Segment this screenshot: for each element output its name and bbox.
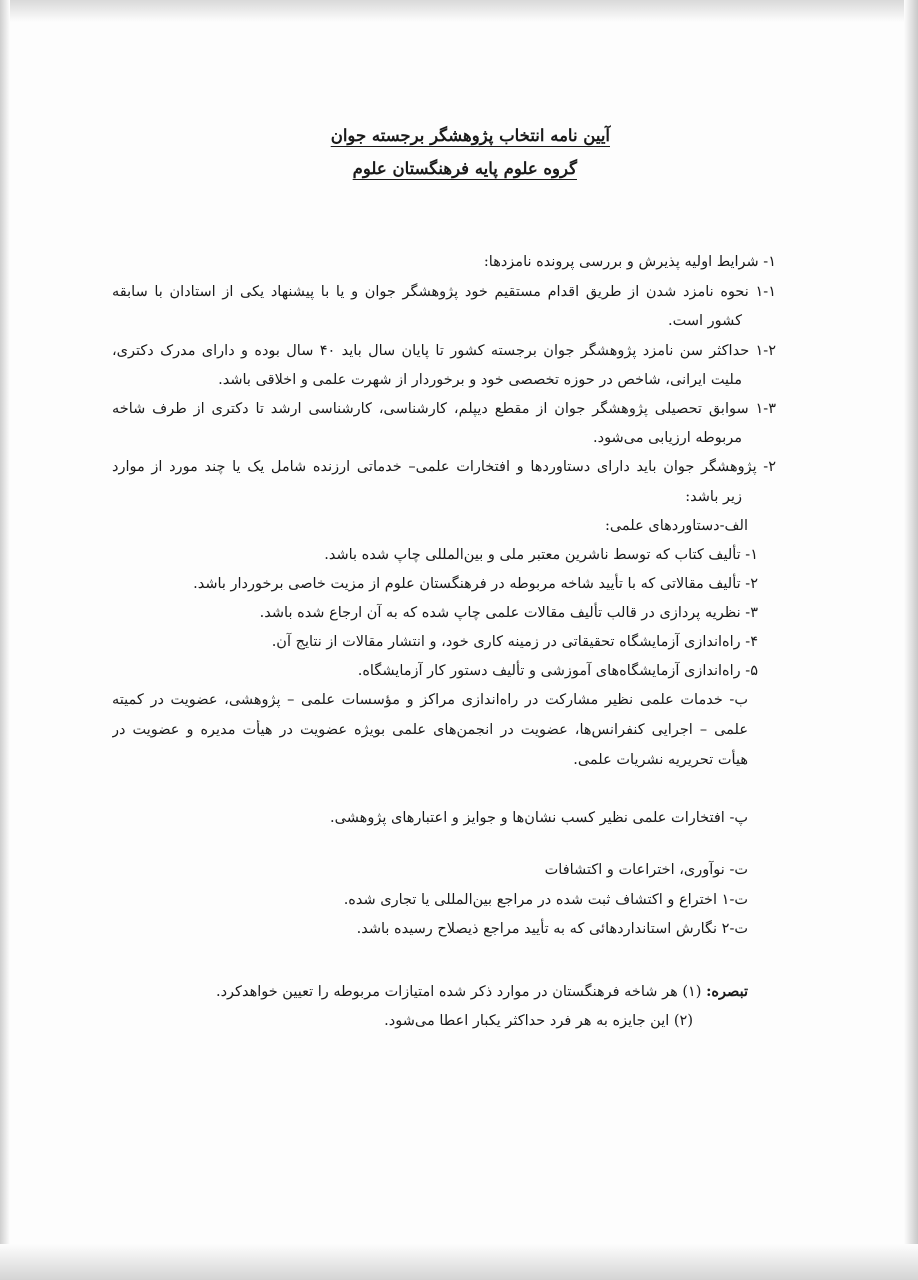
- page-shadow-left: [0, 0, 10, 1280]
- subsection-be-line-1: ب- خدمات علمی نظیر مشارکت در راه‌اندازی مراکز و مؤسسات علمی – پژوهشی، عضویت در کمیته: [112, 692, 748, 708]
- document-title: آیین نامه انتخاب پژوهشگر برجسته جوان: [330, 126, 610, 145]
- clause-1-3-line-1: ۱-۳ سوابق تحصیلی پژوهشگر جوان از مقطع دیپلم، کارشناسی، کارشناسی ارشد تا دکتری از طرف شاخه: [112, 401, 776, 417]
- page-shadow-bottom: [0, 1244, 918, 1280]
- te-item-1: ت-۱ اختراع و اکتشاف ثبت شده در مراجع بین‌المللی یا تجاری شده.: [343, 892, 748, 908]
- alef-item-3: ۳- نظریه پردازی در قالب تألیف مقالات علمی چاپ شده که به آن ارجاع شده باشد.: [259, 605, 758, 621]
- note-line-1: [216, 982, 748, 1002]
- te-item-2: ت-۲ نگارش استانداردهائی که به تأیید مراجع ذیصلاح رسیده باشد.: [356, 921, 748, 937]
- clause-1-2-line-2: ملیت ایرانی، شاخص در حوزه تخصصی خود و برخوردار از شهرت علمی و اخلاقی باشد.: [218, 372, 742, 388]
- subsection-pe: پ- افتخارات علمی نظیر کسب نشان‌ها و جوایز و اعتبارهای پژوهشی.: [330, 810, 748, 826]
- alef-item-2: ۲- تألیف مقالاتی که با تأیید شاخه مربوطه در فرهنگستان علوم از مزیت خاصی برخوردار باشد.: [193, 576, 758, 592]
- alef-item-5: ۵- راه‌اندازی آزمایشگاه‌های آموزشی و تألیف دستور کار آزمایشگاه.: [357, 663, 758, 679]
- section-2-line-2: زیر باشد:: [685, 489, 742, 505]
- subsection-be-line-3: هیأت تحریریه نشریات علمی.: [573, 752, 748, 768]
- subsection-be-line-2: علمی – اجرایی کنفرانس‌ها، عضویت در انجمن‌های علمی بویژه عضویت در هیأت مدیره و عضویت در: [112, 722, 748, 738]
- subsection-alef-heading: الف-دستاوردهای علمی:: [604, 518, 748, 534]
- page-shadow-top: [0, 0, 918, 22]
- alef-item-1: ۱- تألیف کتاب که توسط ناشرین معتبر ملی و بین‌المللی چاپ شده باشد.: [324, 547, 758, 563]
- clause-1-1-line-1: ۱-۱ نحوه نامزد شدن از طریق اقدام مستقیم خود پژوهشگر جوان و یا با پیشنهاد یکی از استادان با سابقه: [112, 284, 776, 300]
- note-label: تبصره:: [706, 983, 748, 1000]
- clause-1-1-line-2: کشور است.: [668, 313, 742, 329]
- page-shadow-right: [904, 0, 918, 1280]
- section-2-line-1: ۲- پژوهشگر جوان باید دارای دستاوردها و افتخارات علمی– خدماتی ارزنده شامل یک یا چند مورد از موارد: [112, 459, 776, 475]
- clause-1-2-line-1: ۱-۲ حداکثر سن نامزد پژوهشگر جوان برجسته کشور تا پایان سال باید ۴۰ سال بوده و دارای مدرک دکتری،: [112, 343, 776, 359]
- section-1-heading: ۱- شرایط اولیه پذیرش و بررسی پرونده نامزدها:: [483, 254, 776, 270]
- clause-1-3-line-2: مربوطه ارزیابی می‌شود.: [593, 430, 742, 446]
- alef-item-4: ۴- راه‌اندازی آزمایشگاه تحقیقاتی در زمینه کاری خود، و انتشار مقالات از نتایج آن.: [271, 634, 758, 650]
- note-text-1: (۱) هر شاخه فرهنگستان در موارد ذکر شده امتیازات مربوطه را تعیین خواهدکرد.: [215, 984, 707, 1000]
- note-line-2: (۲) این جایزه به هر فرد حداکثر یکبار اعطا می‌شود.: [384, 1013, 693, 1029]
- document-subtitle: گروه علوم پایه فرهنگستان علوم: [352, 159, 577, 178]
- subsection-te-heading: ت- نوآوری، اختراعات و اکتشافات: [544, 862, 748, 878]
